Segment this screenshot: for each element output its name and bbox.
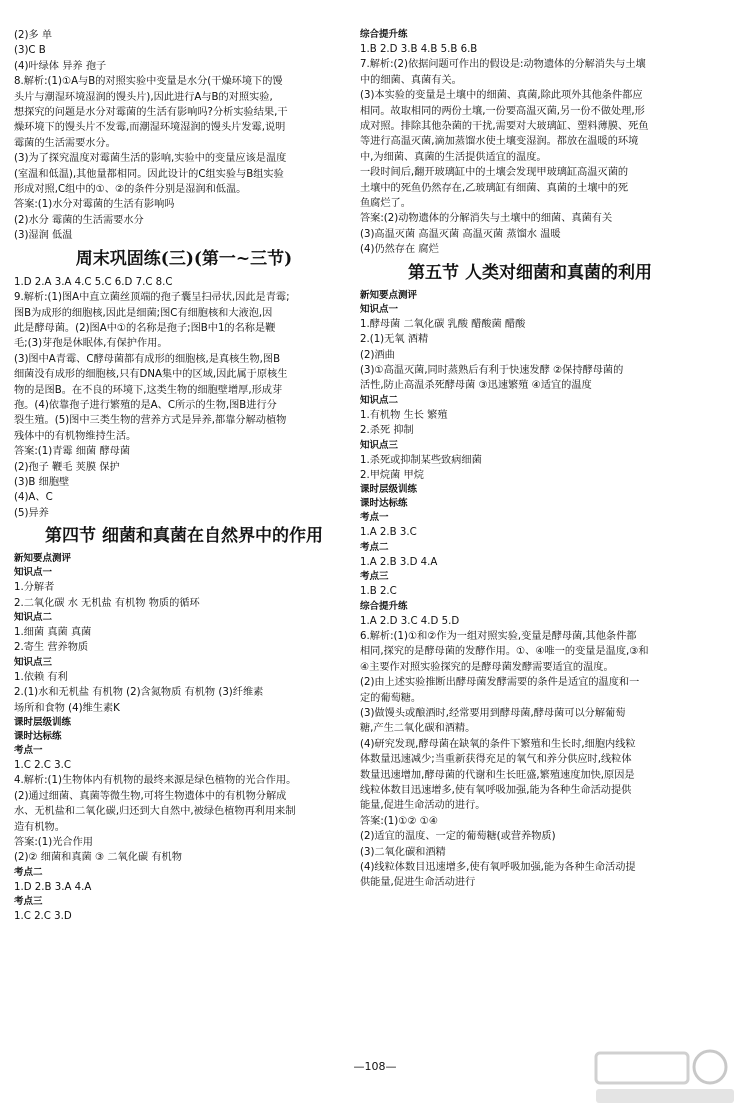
- text-line: 活性,防止高温杀死酵母菌 ③迅速繁殖 ④适宜的温度: [360, 380, 592, 392]
- text-line: (3)①高温灭菌,同时蒸熟后有利于快速发酵 ②保持酵母菌的: [360, 364, 624, 376]
- text-line: (3)本实验的变量是土壤中的细菌、真菌,除此项外其他条件都应: [360, 90, 643, 102]
- subsection-label: 课时达标练: [14, 731, 62, 743]
- text-line: (4)仍然存在 腐烂: [360, 244, 439, 256]
- text-line: 2.二氧化碳 水 无机盐 有机物 物质的循环: [14, 597, 200, 609]
- text-line: 能量,促进生命活动的进行。: [360, 800, 486, 812]
- text-line: (2)② 细菌和真菌 ③ 二氧化碳 有机物: [14, 852, 182, 864]
- watermark-frame: [596, 1053, 688, 1083]
- text-line: ④主要作对照实验探究的是酵母菌发酵需要适宜的温度。: [360, 661, 614, 673]
- text-line: 答案:(1)①② ①④: [360, 815, 439, 827]
- text-line: 定的葡萄糖。: [360, 692, 422, 704]
- text-line: 物的是图B。在不良的环境下,这类生物的细胞壁增厚,形成芽: [14, 384, 283, 396]
- subsection-label: 考点三: [360, 571, 389, 583]
- text-line: (2)酒曲: [360, 349, 395, 361]
- subsection-label: 新知要点测评: [14, 553, 72, 565]
- text-line: 6.解析:(1)①和②作为一组对照实验,变量是酵母菌,其他条件都: [360, 630, 637, 642]
- subsection-label: 课时层级训练: [360, 484, 418, 496]
- text-line: 水、无机盐和二氧化碳,归还到大自然中,被绿色植物再利用来制: [14, 806, 296, 818]
- text-line: (4)研究发现,酵母菌在缺氧的条件下繁殖和生长时,细胞内线粒: [360, 738, 636, 750]
- text-line: 形成对照,C组中的①、②的条件分别是湿润和低温。: [14, 184, 247, 196]
- subsection-label: 考点二: [360, 541, 389, 553]
- text-line: (4)线粒体数目迅速增多,使有氧呼吸加强,能为各种生命活动提: [360, 862, 636, 874]
- left-column: [14, 28, 354, 925]
- text-line: 9.解析:(1)图A中直立菌丝顶端的孢子囊呈扫帚状,因此是青霉;: [14, 292, 290, 304]
- text-line: 1.B 2.D 3.B 4.B 5.B 6.B: [360, 44, 478, 55]
- text-line: (5)异养: [14, 507, 49, 519]
- text-line: 2.寄生 营养物质: [14, 642, 89, 654]
- text-line: 一段时间后,翻开玻璃缸中的土壤会发现甲玻璃缸高温灭菌的: [360, 167, 629, 179]
- text-line: 1.D 2.B 3.A 4.A: [14, 881, 92, 893]
- text-line: 答案:(1)光合作用: [14, 837, 93, 849]
- subsection-label: 知识点一: [14, 567, 53, 579]
- text-line: (2)多 单: [14, 30, 53, 41]
- text-line: 1.依赖 有利: [14, 671, 68, 683]
- section-heading: 第四节 细菌和真菌在自然界中的作用: [45, 526, 323, 547]
- text-line: 8.解析:(1)①A与B的对照实验中变量是水分(干燥环境下的馒: [14, 76, 283, 88]
- text-line: 细菌没有成形的细胞核,只有DNA集中的区域,因此属于原核生: [14, 369, 288, 381]
- text-line: (4)叶绿体 异养 孢子: [14, 60, 107, 72]
- section-heading: 周末巩固练(三)(第一~三节): [75, 248, 293, 269]
- watermark-bar: [596, 1089, 734, 1103]
- text-line: 1.有机物 生长 繁殖: [360, 409, 448, 421]
- subsection-label: 知识点三: [360, 439, 399, 451]
- text-line: (2)适宜的温度、一定的葡萄糖(或营养物质): [360, 831, 556, 843]
- subsection-label: 课时达标练: [360, 498, 408, 510]
- text-line: 中,为细菌、真菌的生活提供适宜的温度。: [360, 151, 547, 163]
- page-number: —108—: [353, 1060, 397, 1073]
- text-line: 1.C 2.C 3.D: [14, 911, 72, 923]
- subsection-label: 知识点二: [360, 394, 399, 406]
- text-line: (2)孢子 鞭毛 荚膜 保护: [14, 461, 120, 473]
- text-line: (2)通过细菌、真菌等微生物,可将生物遗体中的有机物分解成: [14, 790, 287, 802]
- subsection-label: 考点一: [14, 745, 43, 757]
- text-line: (3)二氧化碳和酒精: [360, 846, 446, 858]
- text-line: 中的细菌、真菌有关。: [360, 74, 462, 86]
- subsection-label: 综合提升练: [360, 29, 408, 40]
- text-line: 供能量,促进生命活动进行: [360, 877, 476, 889]
- text-line: (3)B 细胞壁: [14, 476, 70, 488]
- text-line: 造有机物。: [14, 821, 65, 833]
- text-line: 鱼腐烂了。: [360, 198, 411, 210]
- text-line: 裂生殖。(5)图中三类生物的营养方式是异养,都靠分解动植物: [14, 415, 287, 427]
- text-line: 1.A 2.B 3.D 4.A: [360, 556, 438, 568]
- text-line: 土壤中的死鱼仍然存在,乙玻璃缸有细菌、真菌的土壤中的死: [360, 182, 629, 194]
- text-line: 相同。故取相同的两份土壤,一份要高温灭菌,另一份不做处理,形: [360, 105, 645, 117]
- text-line: (3)C B: [14, 45, 46, 57]
- text-line: 4.解析:(1)生物体内有机物的最终来源是绿色植物的光合作用。: [14, 775, 297, 787]
- subsection-label: 综合提升练: [360, 600, 408, 612]
- text-line: 2.杀死 抑制: [360, 425, 414, 437]
- text-line: (3)高温灭菌 高温灭菌 高温灭菌 蒸馏水 温暖: [360, 228, 561, 240]
- text-line: (2)由上述实验推断出酵母菌发酵需要的条件是适宜的温度和一: [360, 677, 640, 689]
- text-line: 2.(1)水和无机盐 有机物 (2)含氮物质 有机物 (3)纤维素: [14, 687, 264, 699]
- text-line: 毛;(3)芽孢是休眠体,有保护作用。: [14, 338, 168, 350]
- text-line: (室温和低温),其他量都相同。因此设计的C组实验与B组实验: [14, 168, 284, 180]
- text-line: 1.酵母菌 二氧化碳 乳酸 醋酸菌 醋酸: [360, 318, 526, 330]
- text-line: 7.解析:(2)依据问题可作出的假设是:动物遗体的分解消失与土壤: [360, 59, 646, 71]
- text-line: 1.C 2.C 3.C: [14, 760, 71, 772]
- text-line: 答案:(1)青霉 细菌 酵母菌: [14, 446, 131, 458]
- text-line: 答案:(2)动物遗体的分解消失与土壤中的细菌、真菌有关: [360, 213, 613, 225]
- text-line: 2.甲烷菌 甲烷: [360, 469, 424, 481]
- text-line: 1.分解者: [14, 582, 55, 594]
- text-line: (4)A、C: [14, 492, 53, 504]
- subsection-label: 知识点一: [360, 303, 399, 315]
- text-line: 此是酵母菌。(2)图A中①的名称是孢子;图B中1的名称是鞭: [14, 322, 276, 334]
- text-line: 相同,探究的是酵母菌的发酵作用。①、④唯一的变量是温度,③和: [360, 646, 649, 658]
- text-line: 头片与潮湿环境湿润的馒头片),因此进行A与B的对照实验,: [14, 91, 273, 103]
- text-line: (3)为了探究温度对霉菌生活的影响,实验中的变量应该是温度: [14, 153, 287, 165]
- text-line: 数量迅速增加,酵母菌的代谢和生长旺盛,繁殖速度加快,原因是: [360, 769, 635, 781]
- watermark-circle: [694, 1051, 726, 1083]
- subsection-label: 考点三: [14, 896, 43, 908]
- subsection-label: 知识点三: [14, 656, 53, 668]
- text-line: (3)做馒头或酿酒时,经常要用到酵母菌,酵母菌可以分解葡萄: [360, 708, 626, 719]
- text-line: 残体中的有机物维持生活。: [14, 430, 137, 442]
- subsection-label: 考点二: [14, 866, 43, 878]
- text-line: 等进行高温灭菌,滴加蒸馏水使土壤变湿润。都放在温暖的环境: [360, 136, 639, 148]
- text-line: 1.A 2.B 3.C: [360, 527, 417, 539]
- text-line: 燥环境下的馒头片不发霉,而潮湿环境湿润的馒头片发霉,说明: [14, 122, 286, 134]
- subsection-label: 新知要点测评: [360, 289, 418, 301]
- right-column: [360, 28, 700, 891]
- text-line: 霉菌的生活需要水分。: [14, 137, 116, 149]
- text-line: (2)水分 霉菌的生活需要水分: [14, 214, 144, 226]
- subsection-label: 考点一: [360, 512, 389, 524]
- text-line: 1.A 2.D 3.C 4.D 5.D: [360, 615, 460, 627]
- text-line: 1.D 2.A 3.A 4.C 5.C 6.D 7.C 8.C: [14, 276, 173, 288]
- text-line: 1.细菌 真菌 真菌: [14, 627, 92, 638]
- text-line: 孢。(4)依靠孢子进行繁殖的是A、C所示的生物,图B进行分: [14, 399, 277, 411]
- section-heading: 第五节 人类对细菌和真菌的利用: [408, 262, 652, 283]
- text-line: 糖,产生二氧化碳和酒精。: [360, 723, 476, 735]
- subsection-label: 课时层级训练: [14, 717, 72, 729]
- text-line: 场所和食物 (4)维生素K: [14, 702, 120, 714]
- watermark-logo: [590, 1045, 740, 1109]
- text-line: 图B为成形的细胞核,因此是细菌;图C有细胞核和大液泡,因: [14, 307, 273, 319]
- text-line: 体数量迅速减少;当重新获得充足的氧气和养分供应时,线粒体: [360, 754, 632, 766]
- text-line: (3)湿润 低温: [14, 230, 73, 242]
- text-line: 线粒体数目迅速增多,使有氧呼吸加强,能为各种生命活动提供: [360, 785, 632, 797]
- text-line: 答案:(1)水分对霉菌的生活有影响吗: [14, 199, 175, 211]
- text-line: 1.杀死或抑制某些致病细菌: [360, 454, 482, 466]
- text-line: 1.B 2.C: [360, 586, 397, 598]
- text-line: 2.(1)无氧 酒精: [360, 334, 429, 346]
- text-line: 想探究的问题是水分对霉菌的生活有影响吗?分析实验结果,干: [14, 107, 288, 119]
- subsection-label: 知识点二: [14, 612, 53, 623]
- text-line: (3)图中A青霉、C酵母菌都有成形的细胞核,是真核生物,图B: [14, 353, 281, 365]
- text-line: 成对照。排除其他杂菌的干扰,需要对大玻璃缸、塑料薄膜、死鱼: [360, 121, 649, 133]
